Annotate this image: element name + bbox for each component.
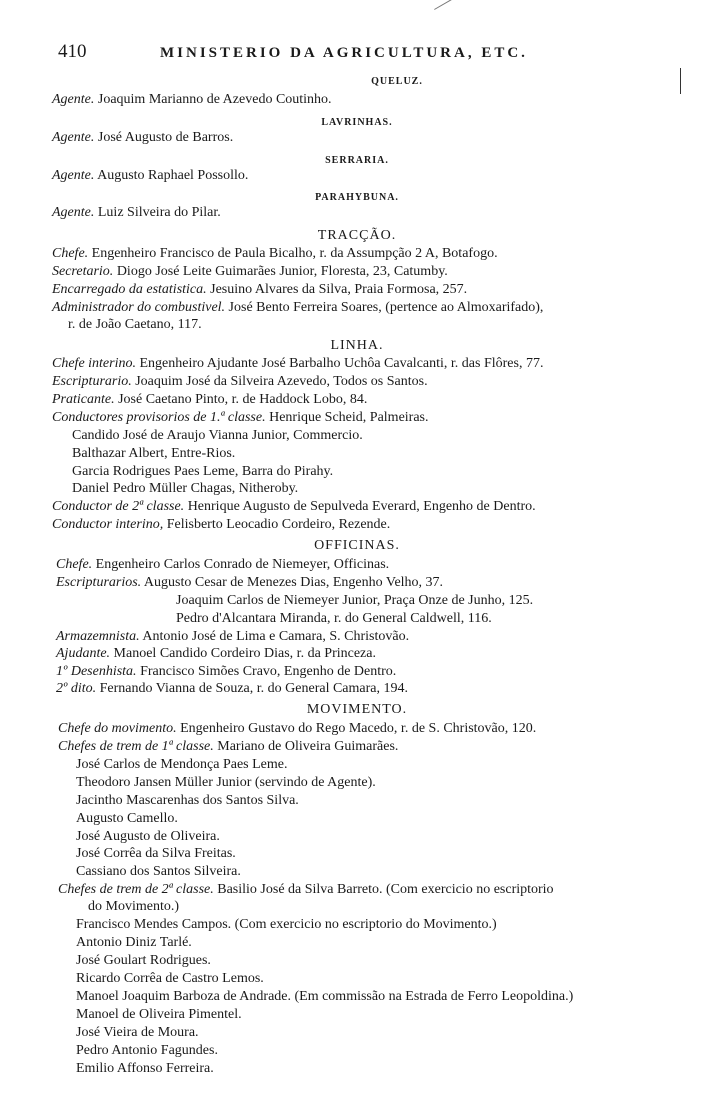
entry-text: Henrique Augusto de Sepulveda Everard, Engenho de Dentro. xyxy=(187,499,536,514)
entry-lavrinhas-agent xyxy=(52,130,714,146)
section-title-lavrinhas: LAVRINHAS. xyxy=(321,117,393,128)
entry-movimento-trem1 xyxy=(58,739,714,755)
section-title-queluz: QUELUZ. xyxy=(371,76,423,87)
page-number: 410 xyxy=(58,41,87,62)
entry-text: Engenheiro Ajudante José Barbalho Uchôa Cavalcanti, r. das Flôres, 77. xyxy=(139,356,544,371)
role-label: Agente. xyxy=(52,205,95,220)
entry-text: José Caetano Pinto, r. de Haddock Lobo, 84. xyxy=(118,392,368,407)
role-label: Chefe interino. xyxy=(52,356,136,371)
list-item: José Vieira de Moura. xyxy=(76,1025,199,1040)
role-label: Conductor de 2ª classe. xyxy=(52,499,185,514)
role-label: Escripturarios. xyxy=(56,575,142,590)
role-label: Armazemnista. xyxy=(56,629,140,644)
entry-text: Joaquim José da Silveira Azevedo, Todos os Santos. xyxy=(135,374,428,389)
role-label: Chefes de trem de 1ª classe. xyxy=(58,739,214,754)
role-label: Agente. xyxy=(52,92,95,107)
entry-text: José Bento Ferreira Soares, (pertence ao Almoxarifado), xyxy=(228,300,544,315)
entry-officinas-chefe xyxy=(56,557,714,573)
role-label: Escripturario. xyxy=(52,374,132,389)
entry-text: Engenheiro Gustavo do Rego Macedo, r. de S. Christovão, 120. xyxy=(180,721,537,736)
section-title-officinas: OFFICINAS. xyxy=(314,538,400,553)
entry-linha-conductores xyxy=(52,410,714,426)
list-item: Antonio Diniz Tarlé. xyxy=(76,935,192,950)
list-item: José Carlos de Mendonça Paes Leme. xyxy=(76,757,288,772)
section-title-linha: LINHA. xyxy=(330,338,384,353)
crop-mark xyxy=(434,0,452,10)
list-item: Candido José de Araujo Vianna Junior, Commercio. xyxy=(72,428,363,443)
entry-linha-conductor-interino xyxy=(52,517,714,533)
entry-queluz-agent xyxy=(52,92,714,108)
list-item: Pedro Antonio Fagundes. xyxy=(76,1043,218,1058)
entry-movimento-trem2-cont: do Movimento.) xyxy=(88,899,179,914)
list-item: José Goulart Rodrigues. xyxy=(76,953,211,968)
entry-traccao-chefe xyxy=(52,246,714,262)
entry-text: Augusto Cesar de Menezes Dias, Engenho Velho, 37. xyxy=(143,575,444,590)
list-item: Daniel Pedro Müller Chagas, Nitheroby. xyxy=(72,481,299,496)
role-label: Conductores provisorios de 1.ª classe. xyxy=(52,410,266,425)
entry-parahybuna-agent xyxy=(52,205,714,221)
entry-officinas-escripturarios xyxy=(56,575,714,591)
list-item: Francisco Mendes Campos. (Com exercicio no escriptorio do Movimento.) xyxy=(76,917,497,932)
role-label: Ajudante. xyxy=(56,646,111,661)
entry-officinas-desenhista1 xyxy=(56,664,714,680)
entry-traccao-estatistica xyxy=(52,282,714,298)
running-head: MINISTERIO DA AGRICULTURA, ETC. xyxy=(160,45,528,61)
entry-serraria-agent xyxy=(52,168,714,184)
list-item: Augusto Camello. xyxy=(76,811,178,826)
entry-movimento-trem2 xyxy=(58,882,714,898)
entry-text: Engenheiro Francisco de Paula Bicalho, r. da Assumpção 2 A, Botafogo. xyxy=(91,246,498,261)
list-item: Theodoro Jansen Müller Junior (servindo de Agente). xyxy=(76,775,376,790)
entry-text: Basilio José da Silva Barreto. (Com exercicio no escriptorio xyxy=(217,882,554,897)
entry-linha-escripturario xyxy=(52,374,714,390)
list-item: José Corrêa da Silva Freitas. xyxy=(76,846,236,861)
list-item: Balthazar Albert, Entre-Rios. xyxy=(72,446,236,461)
section-title-traccao: TRACÇÃO. xyxy=(317,228,397,243)
list-item: Pedro d'Alcantara Miranda, r. do General Caldwell, 116. xyxy=(176,611,492,626)
list-item: Ricardo Corrêa de Castro Lemos. xyxy=(76,971,264,986)
entry-text: Jesuino Alvares da Silva, Praia Formosa, 257. xyxy=(210,282,468,297)
list-item: Garcia Rodrigues Paes Leme, Barra do Pirahy. xyxy=(72,464,334,479)
list-item: Manoel de Oliveira Pimentel. xyxy=(76,1007,242,1022)
role-label: Agente. xyxy=(52,168,95,183)
entry-officinas-armazemnista xyxy=(56,629,714,645)
entry-text: Fernando Vianna de Souza, r. do General Camara, 194. xyxy=(99,681,408,696)
list-item: Cassiano dos Santos Silveira. xyxy=(76,864,241,879)
entry-text: Augusto Raphael Possollo. xyxy=(97,168,249,183)
role-label: 2º dito. xyxy=(56,681,97,696)
entry-text: Engenheiro Carlos Conrado de Niemeyer, Officinas. xyxy=(95,557,390,572)
list-item: Manoel Joaquim Barboza de Andrade. (Em commissão na Estrada de Ferro Leopoldina.) xyxy=(76,989,574,1004)
entry-text: José Augusto de Barros. xyxy=(97,130,234,145)
section-title-parahybuna: PARAHYBUNA. xyxy=(315,192,399,203)
role-label: Secretario. xyxy=(52,264,114,279)
entry-traccao-secretario xyxy=(52,264,714,280)
role-label: Administrador do combustivel. xyxy=(52,300,226,315)
role-label: Chefe do movimento. xyxy=(58,721,177,736)
role-label: 1º Desenhista. xyxy=(56,664,137,679)
role-label: Chefes de trem de 2ª classe. xyxy=(58,882,214,897)
entry-traccao-combustivel-cont: r. de João Caetano, 117. xyxy=(68,317,202,332)
section-title-serraria: SERRARIA. xyxy=(325,155,389,166)
entry-movimento-chefe xyxy=(58,721,714,737)
entry-text: Manoel Candido Cordeiro Dias, r. da Princeza. xyxy=(113,646,376,661)
list-item: Jacintho Mascarenhas dos Santos Silva. xyxy=(76,793,299,808)
list-item: José Augusto de Oliveira. xyxy=(76,829,220,844)
entry-linha-praticante xyxy=(52,392,714,408)
role-label: Conductor interino, xyxy=(52,517,164,532)
section-title-movimento: MOVIMENTO. xyxy=(306,702,408,717)
entry-linha-conductor2 xyxy=(52,499,714,515)
entry-text: Diogo José Leite Guimarães Junior, Floresta, 23, Catumby. xyxy=(116,264,448,279)
list-item: Joaquim Carlos de Niemeyer Junior, Praça Onze de Junho, 125. xyxy=(176,593,534,608)
role-label: Chefe. xyxy=(52,246,89,261)
entry-traccao-combustivel xyxy=(52,300,714,316)
entry-text: Joaquim Marianno de Azevedo Coutinho. xyxy=(97,92,332,107)
entry-linha-chefe xyxy=(52,356,714,372)
role-label: Praticante. xyxy=(52,392,115,407)
entry-text: Antonio José de Lima e Camara, S. Christovão. xyxy=(142,629,410,644)
entry-text: Felisberto Leocadio Cordeiro, Rezende. xyxy=(166,517,391,532)
entry-text: Luiz Silveira do Pilar. xyxy=(97,205,221,220)
role-label: Encarregado da estatistica. xyxy=(52,282,207,297)
entry-officinas-ajudante xyxy=(56,646,714,662)
role-label: Agente. xyxy=(52,130,95,145)
role-label: Chefe. xyxy=(56,557,93,572)
entry-text: Francisco Simões Cravo, Engenho de Dentro. xyxy=(140,664,397,679)
list-item: Emilio Affonso Ferreira. xyxy=(76,1061,214,1076)
entry-text: Mariano de Oliveira Guimarães. xyxy=(217,739,399,754)
entry-text: Henrique Scheid, Palmeiras. xyxy=(269,410,429,425)
entry-officinas-desenhista2 xyxy=(56,681,714,697)
